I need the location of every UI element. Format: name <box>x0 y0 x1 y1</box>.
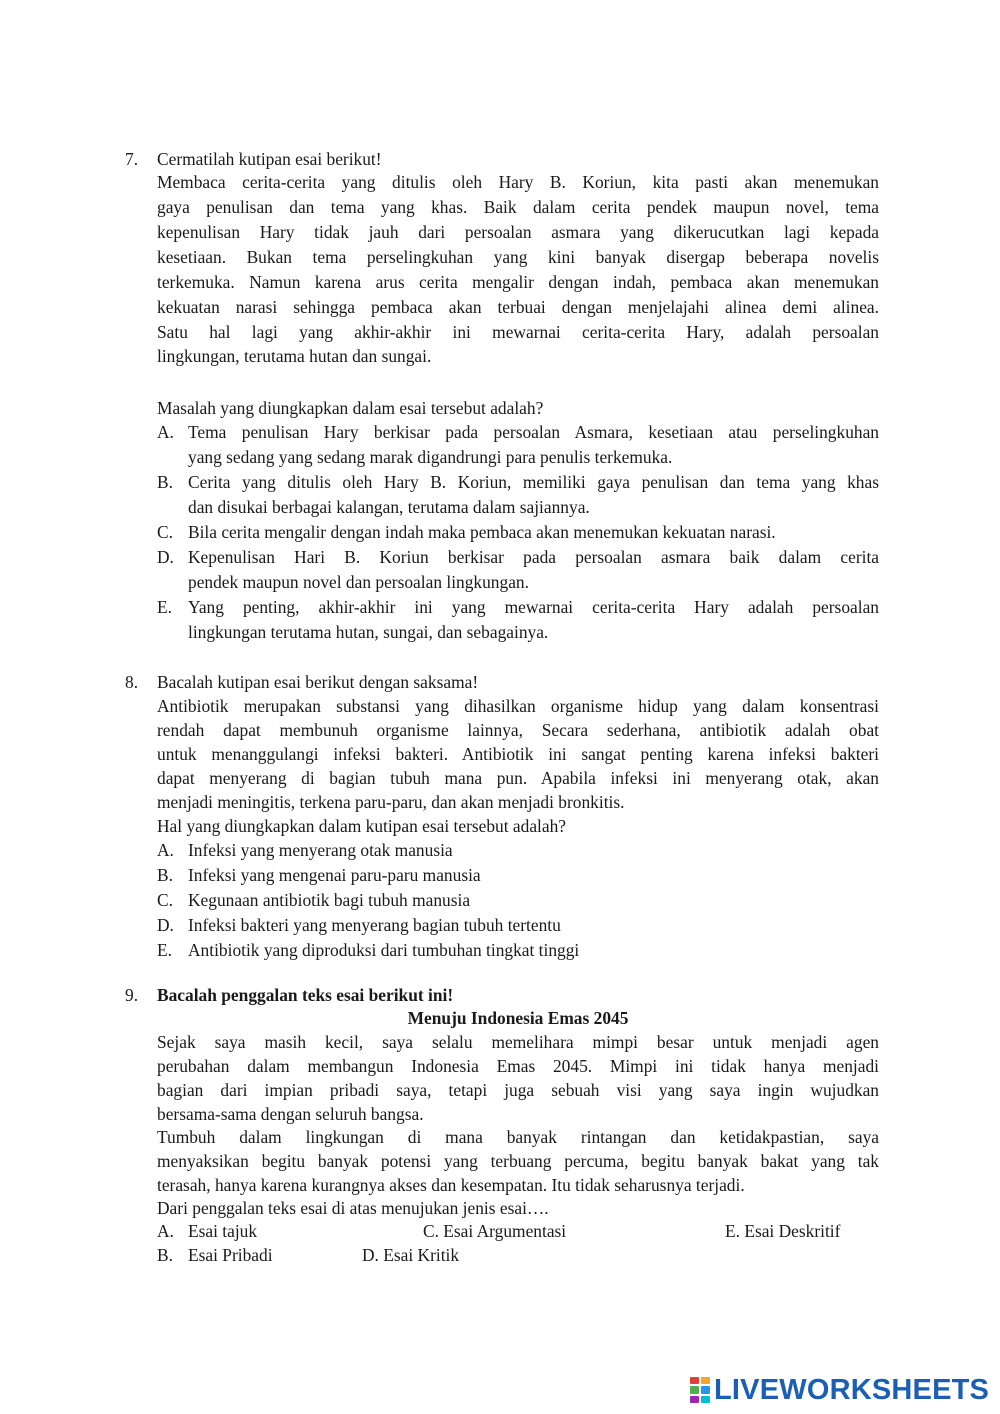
passage-8-line: Antibiotik merupakan substansi yang dihasilkan organisme hidup yang dalam konsentrasi <box>157 696 879 716</box>
logo-text: LIVEWORKSHEETS <box>714 1373 990 1406</box>
passage-9-line: perubahan dalam membangun Indonesia Emas 2045. Mimpi ini tidak hanya menjadi <box>157 1056 879 1076</box>
question-8-prompt: Bacalah kutipan esai berikut dengan saksama! <box>157 672 479 692</box>
passage-7-line: Satu hal lagi yang akhir-akhir ini mewarnai cerita-cerita Hary, adalah persoalan <box>157 322 879 342</box>
option-9a-letter[interactable]: A. <box>157 1221 174 1241</box>
logo-square-icon <box>701 1377 710 1384</box>
passage-7-line: terkemuka. Namun karena arus cerita mengalir dengan indah, pembaca akan menemukan <box>157 272 879 292</box>
question-9-prompt: Bacalah penggalan teks esai berikut ini! <box>157 985 454 1005</box>
option-9b-letter[interactable]: B. <box>157 1245 173 1265</box>
question-8-text: Hal yang diungkapkan dalam kutipan esai tersebut adalah? <box>157 816 567 836</box>
option-7d-letter[interactable]: D. <box>157 547 174 567</box>
option-8c-text[interactable]: Kegunaan antibiotik bagi tubuh manusia <box>188 890 471 910</box>
passage-7-line: kepenulisan Hary tidak jauh dari persoalan asmara yang dikerucutkan lagi kepada <box>157 222 879 242</box>
option-8d-letter[interactable]: D. <box>157 915 174 935</box>
passage-9-line: menyaksikan begitu banyak potensi yang terbuang percuma, begitu banyak bakat yang tak <box>157 1151 879 1171</box>
option-7c-text[interactable]: Bila cerita mengalir dengan indah maka pembaca akan menemukan kekuatan narasi. <box>188 522 776 542</box>
option-8b-letter[interactable]: B. <box>157 865 173 885</box>
passage-7-line: gaya penulisan dan tema yang khas. Baik dalam cerita pendek maupun novel, tema <box>157 197 879 217</box>
passage-9-line: Tumbuh dalam lingkungan di mana banyak rintangan dan ketidakpastian, saya <box>157 1127 879 1147</box>
essay-title: Menuju Indonesia Emas 2045 <box>407 1008 629 1028</box>
passage-7-line: Membaca cerita-cerita yang ditulis oleh Hary B. Koriun, kita pasti akan menemukan <box>157 172 879 192</box>
option-7a-text[interactable]: Tema penulisan Hary berkisar pada persoalan Asmara, kesetiaan atau perselingkuhan <box>188 422 879 442</box>
option-7a-text[interactable]: yang sedang yang sedang marak digandrungi para penulis terkemuka. <box>188 447 673 467</box>
question-7-number: 7. <box>125 149 139 169</box>
option-8e-text[interactable]: Antibiotik yang diproduksi dari tumbuhan tingkat tinggi <box>188 940 580 960</box>
option-9c[interactable]: C. Esai Argumentasi <box>423 1221 567 1241</box>
passage-9-line: terasah, hanya karena kurangnya akses dan kesempatan. Itu tidak seharusnya terjadi. <box>157 1175 745 1195</box>
passage-9-line: Sejak saya masih kecil, saya selalu memelihara mimpi besar untuk menjadi agen <box>157 1032 879 1052</box>
passage-7-line: kekuatan narasi sehingga pembaca akan terbuai dengan menjelajahi alinea demi alinea. <box>157 297 879 317</box>
logo-square-icon <box>701 1396 710 1403</box>
passage-9-line: bersama-sama dengan seluruh bangsa. <box>157 1104 424 1124</box>
logo-square-icon <box>690 1396 699 1403</box>
option-7e-letter[interactable]: E. <box>157 597 172 617</box>
passage-8-line: menjadi meningitis, terkena paru-paru, dan akan menjadi bronkitis. <box>157 792 625 812</box>
question-7-prompt: Cermatilah kutipan esai berikut! <box>157 149 382 169</box>
option-9b-text[interactable]: Esai Pribadi <box>188 1245 273 1265</box>
passage-8-line: dapat menyerang di bagian tubuh mana pun. Apabila infeksi ini menyerang otak, akan <box>157 768 879 788</box>
question-9-number: 9. <box>125 985 139 1005</box>
question-9-text: Dari penggalan teks esai di atas menujukan jenis esai…. <box>157 1198 549 1218</box>
passage-9-line: bagian dari impian pribadi saya, tetapi juga sebuah visi yang saya ingin wujudkan <box>157 1080 879 1100</box>
option-9e[interactable]: E. Esai Deskritif <box>725 1221 841 1241</box>
question-8-number: 8. <box>125 672 139 692</box>
liveworksheets-logo[interactable] <box>690 1372 989 1408</box>
option-8a-letter[interactable]: A. <box>157 840 174 860</box>
question-7-text: Masalah yang diungkapkan dalam esai tersebut adalah? <box>157 398 544 418</box>
option-9d[interactable]: D. Esai Kritik <box>362 1245 460 1265</box>
option-8a-text[interactable]: Infeksi yang menyerang otak manusia <box>188 840 453 860</box>
option-8e-letter[interactable]: E. <box>157 940 172 960</box>
option-7b-letter[interactable]: B. <box>157 472 173 492</box>
passage-7-line: lingkungan, terutama hutan dan sungai. <box>157 346 432 366</box>
option-7d-text[interactable]: Kepenulisan Hari B. Koriun berkisar pada persoalan asmara baik dalam cerita <box>188 547 879 567</box>
logo-square-icon <box>701 1386 710 1393</box>
option-7e-text[interactable]: lingkungan terutama hutan, sungai, dan sebagainya. <box>188 622 549 642</box>
option-8c-letter[interactable]: C. <box>157 890 173 910</box>
option-7c-letter[interactable]: C. <box>157 522 173 542</box>
option-7a-letter[interactable]: A. <box>157 422 174 442</box>
option-9a-text[interactable]: Esai tajuk <box>188 1221 258 1241</box>
passage-7-line: kesetiaan. Bukan tema perselingkuhan yang kini banyak disergap beberapa novelis <box>157 247 879 267</box>
passage-8-line: rendah dapat membunuh organisme lainnya, Secara sederhana, antibiotik adalah obat <box>157 720 879 740</box>
logo-icon <box>690 1377 710 1403</box>
option-7b-text[interactable]: Cerita yang ditulis oleh Hary B. Koriun, memiliki gaya penulisan dan tema yang khas <box>188 472 879 492</box>
option-7b-text[interactable]: dan disukai berbagai kalangan, terutama dalam sajiannya. <box>188 497 590 517</box>
option-7e-text[interactable]: Yang penting, akhir-akhir ini yang mewarnai cerita-cerita Hary adalah persoalan <box>188 597 879 617</box>
option-8d-text[interactable]: Infeksi bakteri yang menyerang bagian tubuh tertentu <box>188 915 561 935</box>
passage-8-line: untuk menanggulangi infeksi bakteri. Antibiotik ini sangat penting karena infeksi bakteri <box>157 744 879 764</box>
option-8b-text[interactable]: Infeksi yang mengenai paru-paru manusia <box>188 865 481 885</box>
logo-square-icon <box>690 1377 699 1384</box>
logo-square-icon <box>690 1386 699 1393</box>
option-7d-text[interactable]: pendek maupun novel dan persoalan lingkungan. <box>188 572 529 592</box>
